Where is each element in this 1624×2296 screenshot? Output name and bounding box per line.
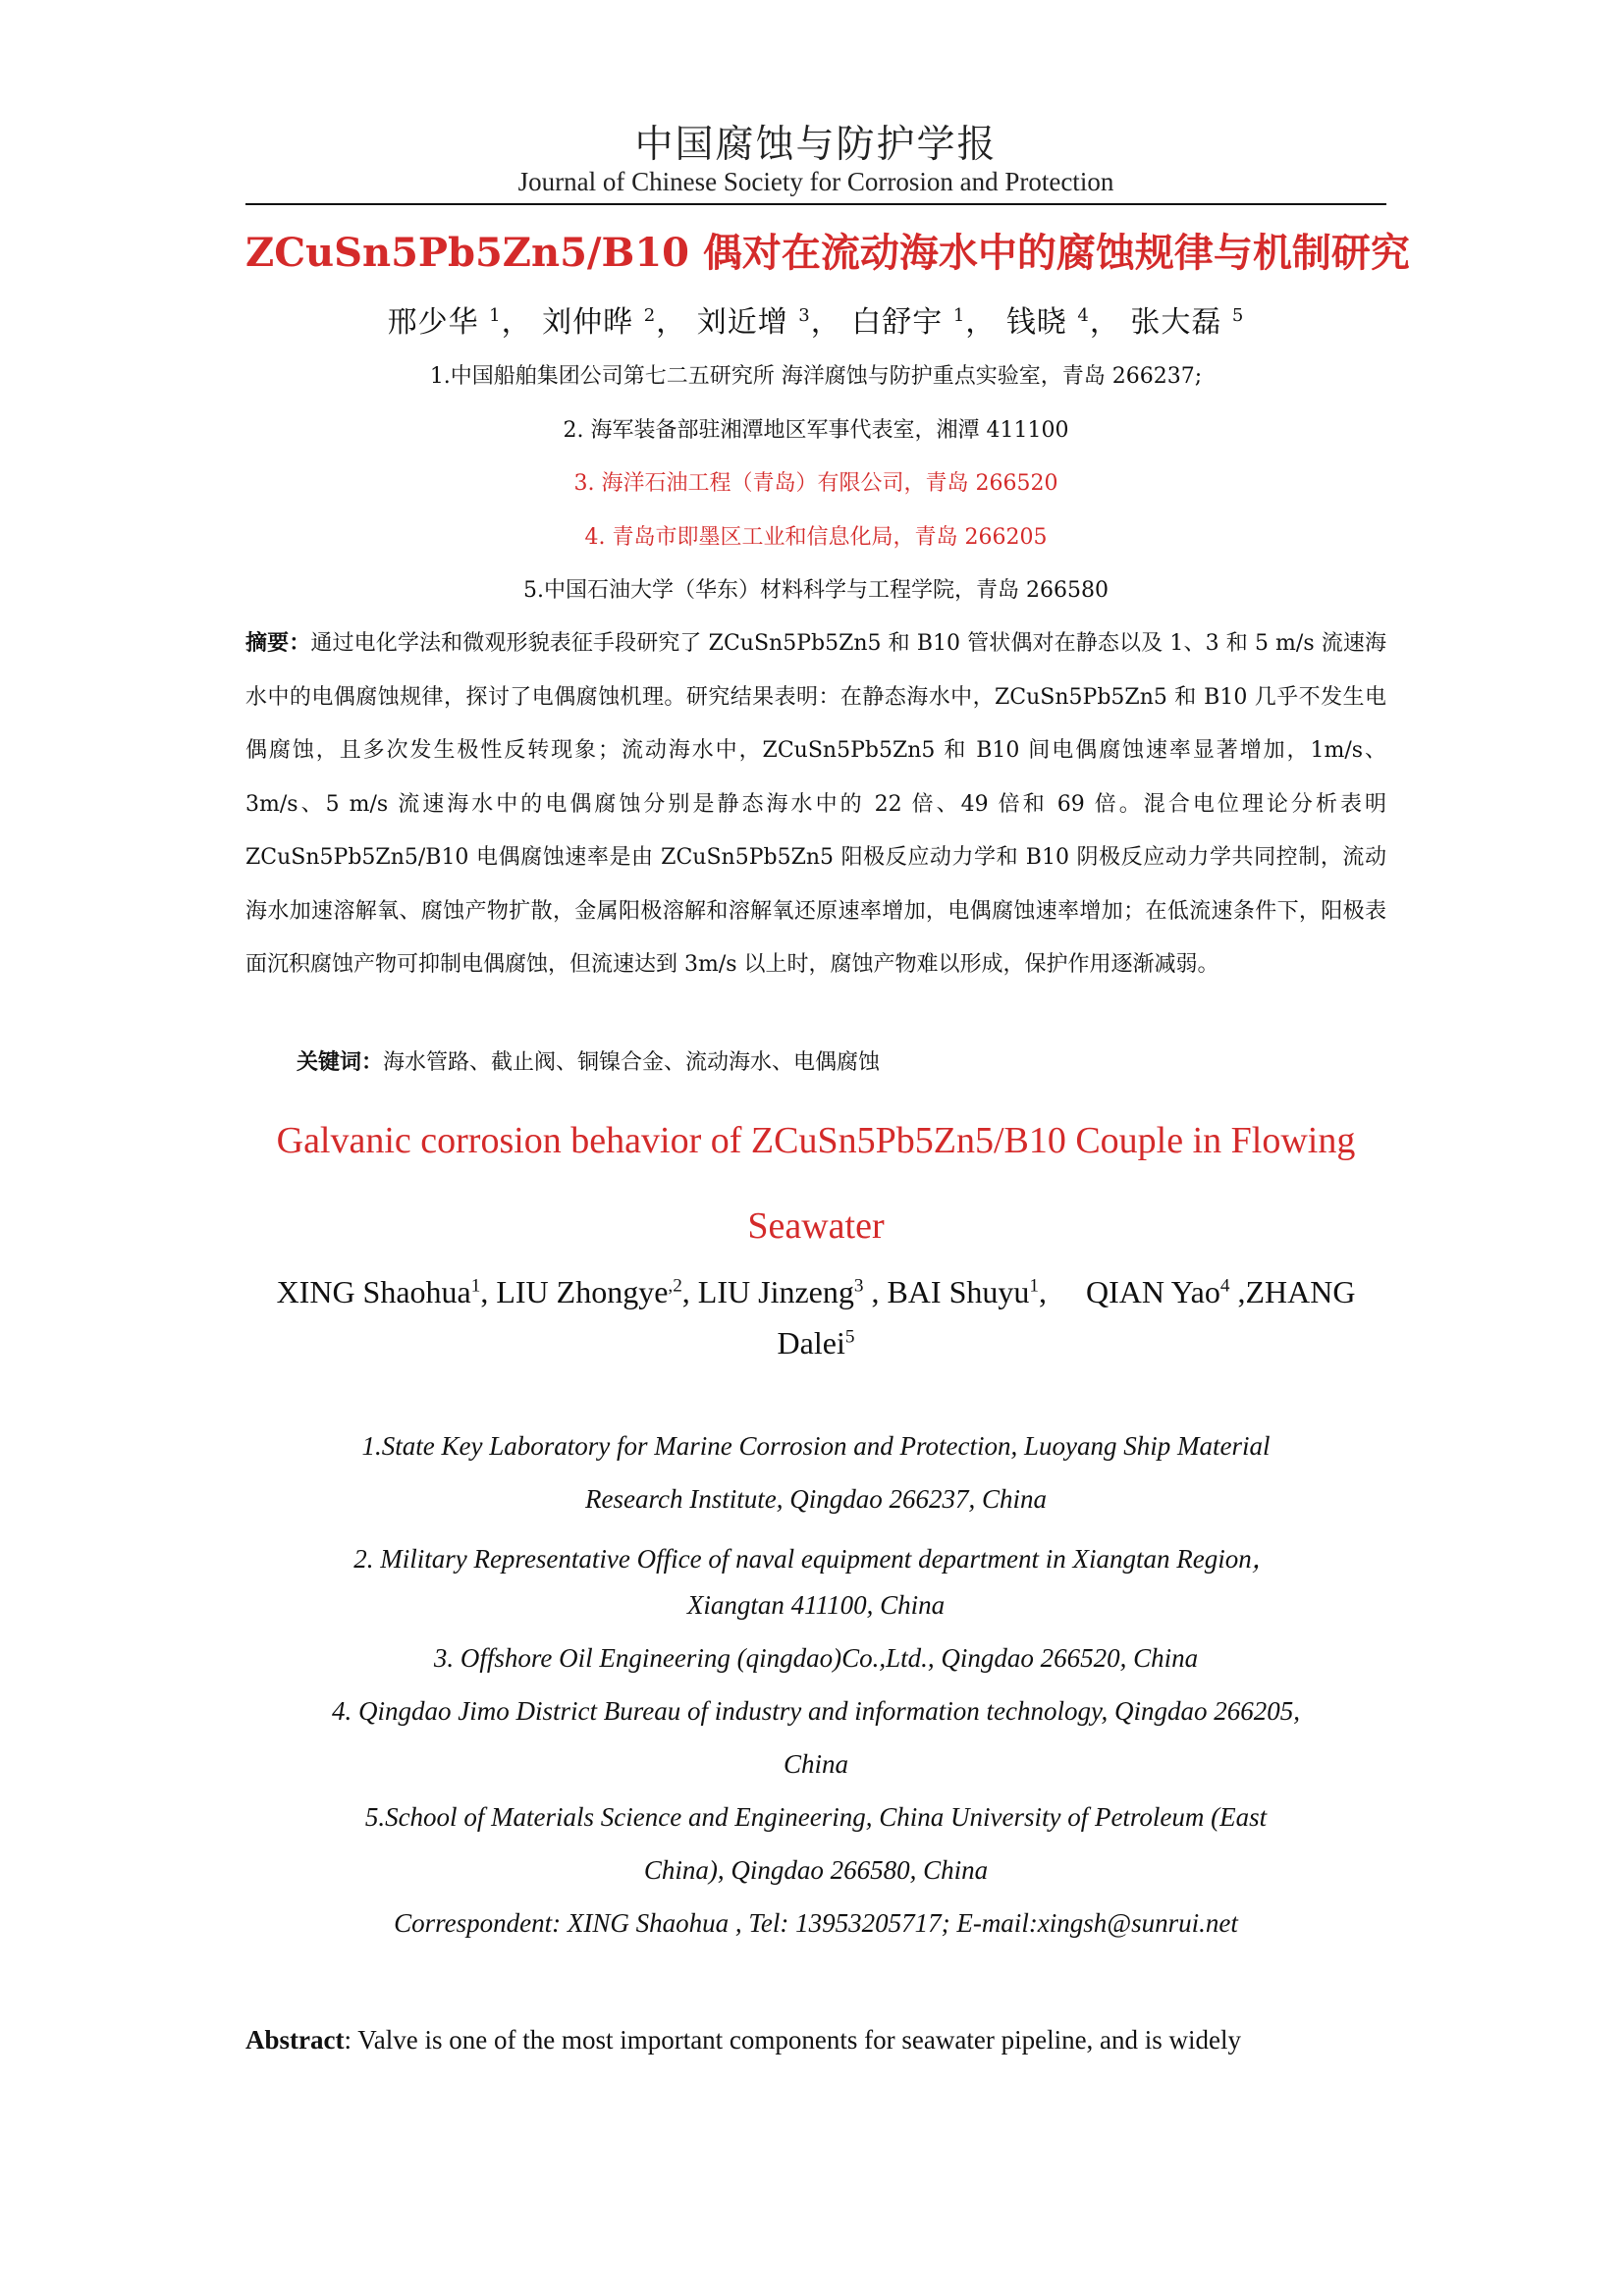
affiliation-en-2b: Xiangtan 411100, China [686,1590,946,1620]
paper-title-en-line-2: Seawater [747,1205,885,1247]
author-cn: 张大磊 $^5$ [1130,305,1245,340]
author-en: XING Shaohua$^1$ [276,1274,481,1309]
affiliation-en-1b: Research Institute, Qingdao 266237, China [585,1484,1047,1514]
paper-title-cn: ZCuSn5Pb5Zn5/B10 偶对在流动海水中的腐蚀规律与机制研究 [245,230,1410,276]
affiliation-en-1a: 1.State Key Laboratory for Marine Corrosion and Protection, Luoyang Ship Material [361,1431,1271,1461]
affiliation-en-4a: 4. Qingdao Jimo District Bureau of industry and information technology, Qingdao 266205, [332,1696,1300,1726]
abstract-en [245,2025,1386,2056]
header-rule [245,203,1386,205]
affiliation-cn-3: 3. 海洋石油工程（青岛）有限公司，青岛 266520 [573,471,1058,496]
abstract-cn-label: 摘要： [245,630,311,656]
affiliation-cn-1: 1.中国船舶集团公司第七二五研究所 海洋腐蚀与防护重点实验室，青岛 266237; [429,364,1203,389]
author-cn: 邢少华 $^1$ [387,305,502,340]
paper-title-en-line-1: Galvanic corrosion behavior of ZCuSn5Pb5Zn5/B10 Couple in Flowing [276,1120,1356,1161]
affiliation-en-4b: China [783,1749,848,1779]
author-en: LIU Zhongye$^{,2}$ [496,1274,682,1309]
abstract-en-label: Abstract [245,2025,345,2055]
affiliation-cn-2: 2. 海军装备部驻湘潭地区军事代表室，湘潭 411100 [563,418,1069,443]
journal-title-en: Journal of Chinese Society for Corrosion and Protection [517,167,1114,196]
affiliation-en-5b: China), Qingdao 266580, China [643,1855,989,1885]
author-en-dalei: Dalei [777,1325,845,1361]
affiliation-en-2a: 2. Military Representative Office of naval equipment department in Xiangtan Region， [353,1544,1278,1574]
authors-cn: 邢少华 $^1$， 刘仲晔 $^2$， 刘近增 $^3$， 白舒宇 $^1$， 钱晓 $^4$， 张大磊 $^5$ [387,305,1245,340]
authors-en-line-1: XING Shaohua$^1$, LIU Zhongye$^{,2}$, LIU Jinzeng$^3$ , BAI Shuyu$^1$, QIAN Yao$^4$ ,ZHANG [276,1274,1356,1309]
abstract-cn-text: 通过电化学法和微观形貌表征手段研究了 ZCuSn5Pb5Zn5 和 B10 管状偶对在静态以及 1、3 和 5 m/s 流速海水中的电偶腐蚀规律，探讨了电偶腐蚀机理。研究结果表明：在静态海水中，ZCuSn5Pb5Zn5 和 B10 几乎不发生电偶腐蚀，且多次发生极性反转现象；流动海水中，ZCuSn5Pb5Zn5 和 B10 间电偶腐蚀速率显著增加，1m/s、3m/s、5 m/s 流速海水中的电偶腐蚀分别是静态海水中的 22 倍、49 倍和 69 倍。混合电位理论分析表明 ZCuSn5Pb5Zn5/B10 电偶腐蚀速率是由 ZCuSn5Pb5Zn5 阳极反应动力学和 B10 阴极反应动力学共同控制，流动海水加速溶解氧、腐蚀产物扩散，金属阳极溶解和溶解氧还原速率增加，电偶腐蚀速率增加；在低流速条件下，阳极表面沉积腐蚀产物可抑制电偶腐蚀，但流速达到 3m/s 以上时，腐蚀产物难以形成，保护作用逐渐减弱。 [245,631,1386,977]
authors-en-line-2 [245,1325,1386,1362]
author-cn: 钱晓 $^4$ [1005,305,1090,340]
correspondent-en: Correspondent: XING Shaohua , Tel: 13953205717; E-mail:xingsh@sunrui.net [394,1908,1238,1938]
keywords-cn [297,1045,1377,1076]
author-cn: 刘仲晔 $^2$ [542,305,657,340]
author-en-sup: 5 [844,1326,855,1348]
affiliation-en-5a: 5.School of Materials Science and Engineering, China University of Petroleum (East [364,1802,1268,1832]
abstract-cn [245,616,1386,992]
author-cn: 刘近增 $^3$ [696,305,811,340]
affiliation-en-3: 3. Offshore Oil Engineering (qingdao)Co.,Ltd., Qingdao 266520, China [433,1643,1199,1673]
abstract-en-text: : Valve is one of the most important components for seawater pipeline, and is widely [344,2025,1242,2055]
keywords-cn-label: 关键词： [297,1049,384,1075]
author-cn: 白舒宇 $^1$ [851,305,966,340]
author-en-zhang: ZHANG [1245,1274,1356,1309]
affiliation-cn-4: 4. 青岛市即墨区工业和信息化局，青岛 266205 [584,525,1048,550]
author-en: QIAN Yao$^4$ [1085,1274,1230,1309]
journal-title-cn: 中国腐蚀与防护学报 [634,123,998,167]
affiliation-cn-5: 5.中国石油大学（华东）材料科学与工程学院，青岛 266580 [523,578,1109,603]
keywords-cn-text: 海水管路、截止阀、铜镍合金、流动海水、电偶腐蚀 [383,1050,881,1075]
author-en: LIU Jinzeng$^3$ [697,1274,864,1309]
author-en: BAI Shuyu$^1$ [887,1274,1039,1309]
